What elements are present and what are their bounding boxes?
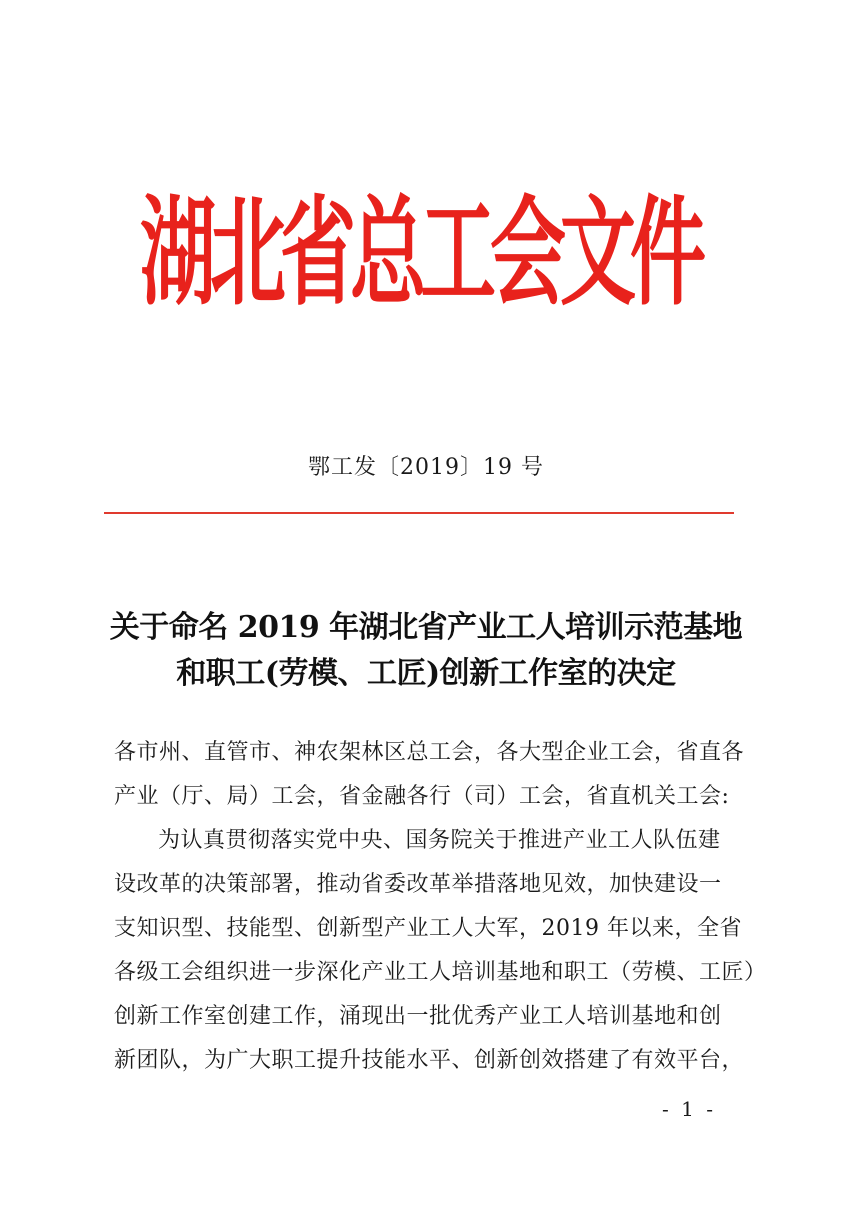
red-masthead: 湖北省总工会文件 bbox=[140, 183, 700, 322]
document-title-line-1: 关于命名 2019 年湖北省产业工人培训示范基地 bbox=[109, 610, 743, 645]
document-number: 鄂工发〔2019〕19 号 bbox=[308, 455, 544, 480]
body-line: 支知识型、技能型、创新型产业工人大军，2019 年以来，全省 bbox=[114, 916, 742, 941]
body-line: 新团队，为广大职工提升技能水平、创新创效搭建了有效平台， bbox=[114, 1048, 745, 1073]
red-divider-rule bbox=[104, 512, 734, 514]
document-title-line-2: 和职工(劳模、工匠)创新工作室的决定 bbox=[176, 656, 676, 691]
addressee-line-1: 各市州、直管市、神农架林区总工会，各大型企业工会，省直各 bbox=[114, 740, 745, 765]
body-line: 为认真贯彻落实党中央、国务院关于推进产业工人队伍建 bbox=[158, 828, 721, 853]
page-number: - 1 - bbox=[662, 1097, 716, 1121]
body-line: 创新工作室创建工作，涌现出一批优秀产业工人培训基地和创 bbox=[114, 1004, 722, 1029]
body-line: 设改革的决策部署，推动省委改革举措落地见效，加快建设一 bbox=[114, 872, 722, 897]
addressee-line-2: 产业（厅、局）工会，省金融各行（司）工会，省直机关工会: bbox=[114, 784, 730, 809]
body-line: 各级工会组织进一步深化产业工人培训基地和职工（劳模、工匠） bbox=[114, 960, 767, 985]
